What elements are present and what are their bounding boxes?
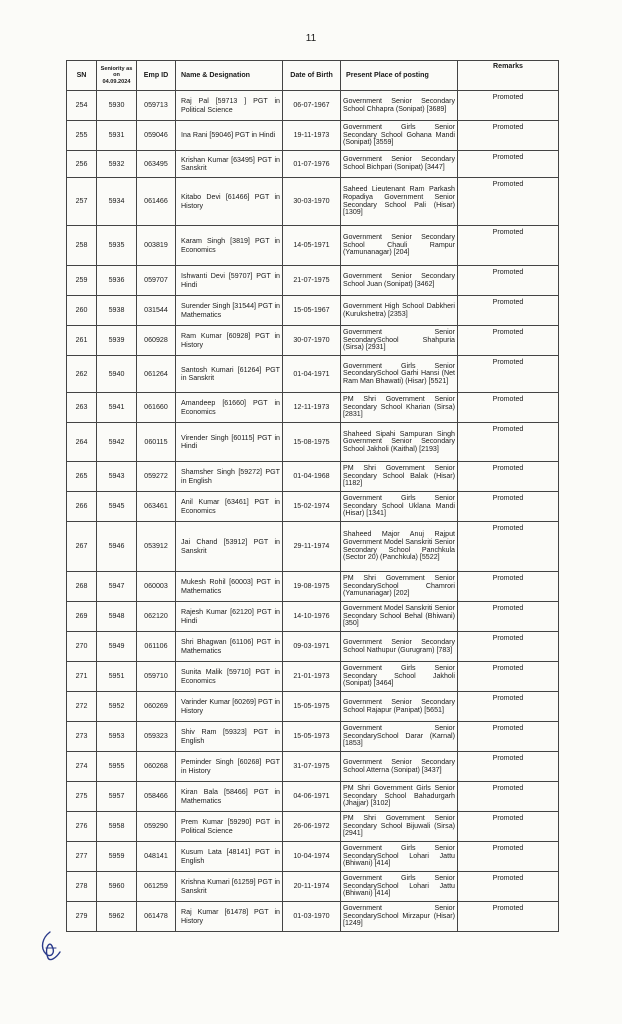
cell-place-of-posting: Government Senior Secondary School Chhapra (Sonipat) [3689]: [341, 91, 458, 121]
cell-remarks: Promoted: [458, 423, 559, 462]
cell-emp-id: 059707: [137, 266, 176, 296]
cell-remarks: Promoted: [458, 492, 559, 522]
cell-date-of-birth: 20-11-1974: [283, 872, 341, 902]
cell-remarks: Promoted: [458, 752, 559, 782]
cell-date-of-birth: 10-04-1974: [283, 842, 341, 872]
cell-remarks: Promoted: [458, 266, 559, 296]
table-row: [67, 266, 559, 296]
cell-remarks: Promoted: [458, 522, 559, 572]
cell-name-designation: Santosh Kumari [61264] PGT in Sanskrit: [176, 356, 283, 393]
table-row: [67, 872, 559, 902]
cell-place-of-posting: PM Shri Government Senior Secondary School Balak (Hisar) [1182]: [341, 462, 458, 492]
cell-date-of-birth: 19-11-1973: [283, 121, 341, 151]
cell-sn: 270: [67, 632, 97, 662]
cell-name-designation: Krishan Kumar [63495] PGT in Sanskrit: [176, 151, 283, 178]
cell-sn: 261: [67, 326, 97, 356]
cell-sn: 275: [67, 782, 97, 812]
cell-place-of-posting: Government Girls Senior SecondarySchool Lohari Jattu (Bhiwani) [414]: [341, 872, 458, 902]
cell-remarks: Promoted: [458, 692, 559, 722]
cell-emp-id: 003819: [137, 226, 176, 266]
cell-place-of-posting: PM Shri Government Senior SecondarySchool Chamrori (Yamunanagar) [202]: [341, 572, 458, 602]
cell-name-designation: Shamsher Singh [59272] PGT in English: [176, 462, 283, 492]
cell-seniority: 5947: [97, 572, 137, 602]
cell-date-of-birth: 15-02-1974: [283, 492, 341, 522]
cell-sn: 271: [67, 662, 97, 692]
table-row: [67, 356, 559, 393]
cell-seniority: 5951: [97, 662, 137, 692]
header-remarks: Remarks: [458, 61, 559, 91]
cell-sn: 259: [67, 266, 97, 296]
table-row: [67, 602, 559, 632]
cell-emp-id: 061478: [137, 902, 176, 932]
cell-name-designation: Jai Chand [53912] PGT in Sanskrit: [176, 522, 283, 572]
table-row: [67, 326, 559, 356]
cell-sn: 260: [67, 296, 97, 326]
cell-seniority: 5930: [97, 91, 137, 121]
cell-date-of-birth: 01-04-1968: [283, 462, 341, 492]
cell-emp-id: 060003: [137, 572, 176, 602]
table-row: [67, 492, 559, 522]
cell-remarks: Promoted: [458, 602, 559, 632]
cell-date-of-birth: 15-08-1975: [283, 423, 341, 462]
cell-sn: 254: [67, 91, 97, 121]
cell-seniority: 5959: [97, 842, 137, 872]
cell-place-of-posting: Government Senior Secondary School Chauli Rampur (Yamunanagar) [204]: [341, 226, 458, 266]
cell-date-of-birth: 01-04-1971: [283, 356, 341, 393]
cell-date-of-birth: 26-06-1972: [283, 812, 341, 842]
cell-name-designation: Kiran Bala [58466] PGT in Mathematics: [176, 782, 283, 812]
cell-remarks: Promoted: [458, 462, 559, 492]
table-row: [67, 423, 559, 462]
cell-emp-id: 061264: [137, 356, 176, 393]
cell-emp-id: 060115: [137, 423, 176, 462]
cell-name-designation: Ram Kumar [60928] PGT in History: [176, 326, 283, 356]
cell-emp-id: 053912: [137, 522, 176, 572]
cell-date-of-birth: 19-08-1975: [283, 572, 341, 602]
cell-emp-id: 059290: [137, 812, 176, 842]
header-place-of-posting: Present Place of posting: [341, 61, 458, 91]
cell-place-of-posting: PM Shri Government Senior Secondary School Kharian (Sirsa) [2831]: [341, 393, 458, 423]
cell-seniority: 5949: [97, 632, 137, 662]
seniority-table: [66, 60, 559, 932]
cell-remarks: Promoted: [458, 782, 559, 812]
cell-date-of-birth: 14-05-1971: [283, 226, 341, 266]
table-row: [67, 121, 559, 151]
table-row: [67, 812, 559, 842]
cell-seniority: 5960: [97, 872, 137, 902]
cell-emp-id: 063495: [137, 151, 176, 178]
cell-seniority: 5941: [97, 393, 137, 423]
cell-seniority: 5955: [97, 752, 137, 782]
cell-sn: 267: [67, 522, 97, 572]
cell-sn: 276: [67, 812, 97, 842]
cell-place-of-posting: Government Senior Secondary School Atterna (Sonipat) [3437]: [341, 752, 458, 782]
cell-date-of-birth: 21-01-1973: [283, 662, 341, 692]
cell-seniority: 5945: [97, 492, 137, 522]
cell-name-designation: Ina Rani [59046] PGT in Hindi: [176, 121, 283, 151]
cell-sn: 263: [67, 393, 97, 423]
cell-remarks: Promoted: [458, 226, 559, 266]
cell-name-designation: Kitabo Devi [61466] PGT in History: [176, 178, 283, 226]
cell-place-of-posting: Shaheed Sipahi Sampuran Singh Government Senior Secondary School Jakholi (Kaithal) [2193]: [341, 423, 458, 462]
cell-place-of-posting: PM Shri Government Senior Secondary School Bijuwali (Sirsa) [2941]: [341, 812, 458, 842]
table-row: [67, 722, 559, 752]
cell-date-of-birth: 30-03-1970: [283, 178, 341, 226]
table-header-row: [67, 61, 559, 91]
cell-sn: 279: [67, 902, 97, 932]
cell-sn: 266: [67, 492, 97, 522]
page-number: 11: [305, 33, 317, 44]
cell-date-of-birth: 01-03-1970: [283, 902, 341, 932]
table-row: [67, 902, 559, 932]
cell-date-of-birth: 15-05-1975: [283, 692, 341, 722]
cell-emp-id: 062120: [137, 602, 176, 632]
cell-place-of-posting: Government Girls Senior SecondarySchool Garhi Hansi (Net Ram Man Bhawati) (Hisar) [5521]: [341, 356, 458, 393]
cell-remarks: Promoted: [458, 393, 559, 423]
cell-date-of-birth: 15-05-1973: [283, 722, 341, 752]
cell-remarks: Promoted: [458, 121, 559, 151]
cell-seniority: 5940: [97, 356, 137, 393]
cell-date-of-birth: 29-11-1974: [283, 522, 341, 572]
table-row: [67, 393, 559, 423]
cell-remarks: Promoted: [458, 356, 559, 393]
cell-name-designation: Kusum Lata [48141] PGT in English: [176, 842, 283, 872]
table-row: [67, 632, 559, 662]
cell-emp-id: 061106: [137, 632, 176, 662]
cell-name-designation: Karam Singh [3819] PGT in Economics: [176, 226, 283, 266]
cell-place-of-posting: Government Senior Secondary School Bichpari (Sonipat) [3447]: [341, 151, 458, 178]
table-row: [67, 572, 559, 602]
table-row: [67, 296, 559, 326]
cell-sn: 262: [67, 356, 97, 393]
cell-seniority: 5962: [97, 902, 137, 932]
cell-name-designation: Amandeep [61660] PGT in Economics: [176, 393, 283, 423]
cell-remarks: Promoted: [458, 151, 559, 178]
cell-date-of-birth: 15-05-1967: [283, 296, 341, 326]
cell-place-of-posting: Government Girls Senior Secondary School Uklana Mandi (Hisar) [1341]: [341, 492, 458, 522]
cell-place-of-posting: Government Senior Secondary School Juan (Sonipat) [3462]: [341, 266, 458, 296]
cell-sn: 264: [67, 423, 97, 462]
cell-sn: 256: [67, 151, 97, 178]
cell-emp-id: 060269: [137, 692, 176, 722]
table-row: [67, 91, 559, 121]
cell-sn: 258: [67, 226, 97, 266]
cell-date-of-birth: 30-07-1970: [283, 326, 341, 356]
cell-remarks: Promoted: [458, 662, 559, 692]
table-row: [67, 151, 559, 178]
cell-remarks: Promoted: [458, 572, 559, 602]
cell-date-of-birth: 09-03-1971: [283, 632, 341, 662]
table-row: [67, 782, 559, 812]
cell-name-designation: Anil Kumar [63461] PGT in Economics: [176, 492, 283, 522]
cell-remarks: Promoted: [458, 91, 559, 121]
cell-place-of-posting: Government Girls Senior SecondarySchool Lohari Jattu (Bhiwani) [414]: [341, 842, 458, 872]
cell-emp-id: 059272: [137, 462, 176, 492]
cell-place-of-posting: Shaheed Major Anuj Rajput Government Model Sanskriti Senior Secondary School Panchkula (Sector 20) (Panchkula) [5522]: [341, 522, 458, 572]
cell-name-designation: Prem Kumar [59290] PGT in Political Science: [176, 812, 283, 842]
table-row: [67, 752, 559, 782]
cell-emp-id: 061466: [137, 178, 176, 226]
cell-seniority: 5952: [97, 692, 137, 722]
cell-sn: 265: [67, 462, 97, 492]
cell-place-of-posting: Government Senior Secondary School Rajapur (Panipat) [5651]: [341, 692, 458, 722]
cell-name-designation: Raj Kumar [61478] PGT in History: [176, 902, 283, 932]
table-row: [67, 226, 559, 266]
cell-remarks: Promoted: [458, 178, 559, 226]
cell-place-of-posting: Government Senior Secondary School Nathupur (Gurugram) [783]: [341, 632, 458, 662]
cell-date-of-birth: 14-10-1976: [283, 602, 341, 632]
cell-place-of-posting: Government Girls Senior Secondary School Jakholi (Sonipat) [3464]: [341, 662, 458, 692]
cell-remarks: Promoted: [458, 842, 559, 872]
cell-seniority: 5931: [97, 121, 137, 151]
table-row: [67, 692, 559, 722]
cell-emp-id: 061259: [137, 872, 176, 902]
cell-sn: 257: [67, 178, 97, 226]
cell-date-of-birth: 31-07-1975: [283, 752, 341, 782]
cell-sn: 278: [67, 872, 97, 902]
cell-date-of-birth: 06-07-1967: [283, 91, 341, 121]
cell-seniority: 5958: [97, 812, 137, 842]
cell-remarks: Promoted: [458, 632, 559, 662]
cell-seniority: 5946: [97, 522, 137, 572]
cell-remarks: Promoted: [458, 902, 559, 932]
cell-name-designation: Virender Singh [60115] PGT in Hindi: [176, 423, 283, 462]
cell-emp-id: 031544: [137, 296, 176, 326]
cell-place-of-posting: Government Senior SecondarySchool Shahpuria (Sirsa) [2931]: [341, 326, 458, 356]
table-row: [67, 842, 559, 872]
cell-remarks: Promoted: [458, 722, 559, 752]
header-seniority: Seniority as on 04.09.2024: [97, 61, 137, 91]
cell-place-of-posting: Government Model Sanskriti Senior Secondary School Behal (Bhiwani) [350]: [341, 602, 458, 632]
cell-sn: 255: [67, 121, 97, 151]
cell-seniority: 5932: [97, 151, 137, 178]
cell-emp-id: 061660: [137, 393, 176, 423]
cell-name-designation: Varinder Kumar [60269] PGT in History: [176, 692, 283, 722]
cell-date-of-birth: 04-06-1971: [283, 782, 341, 812]
header-date-of-birth: Date of Birth: [283, 61, 341, 91]
cell-emp-id: 060928: [137, 326, 176, 356]
cell-emp-id: 059046: [137, 121, 176, 151]
cell-place-of-posting: Government Senior SecondarySchool Mirzapur (Hisar) [1249]: [341, 902, 458, 932]
cell-seniority: 5948: [97, 602, 137, 632]
cell-seniority: 5939: [97, 326, 137, 356]
cell-name-designation: Krishna Kumari [61259] PGT in Sanskrit: [176, 872, 283, 902]
cell-seniority: 5936: [97, 266, 137, 296]
cell-seniority: 5935: [97, 226, 137, 266]
header-sn: SN: [67, 61, 97, 91]
cell-date-of-birth: 01-07-1976: [283, 151, 341, 178]
cell-emp-id: 059710: [137, 662, 176, 692]
cell-sn: 268: [67, 572, 97, 602]
cell-emp-id: 059323: [137, 722, 176, 752]
cell-place-of-posting: Government Girls Senior Secondary School Gohana Mandi (Sonipat) [3559]: [341, 121, 458, 151]
cell-name-designation: Rajesh Kumar [62120] PGT in Hindi: [176, 602, 283, 632]
header-name-designation: Name & Designation: [176, 61, 283, 91]
cell-name-designation: Ishwanti Devi [59707] PGT in Hindi: [176, 266, 283, 296]
cell-sn: 277: [67, 842, 97, 872]
cell-seniority: 5953: [97, 722, 137, 752]
cell-seniority: 5943: [97, 462, 137, 492]
cell-remarks: Promoted: [458, 326, 559, 356]
cell-remarks: Promoted: [458, 872, 559, 902]
table-row: [67, 462, 559, 492]
cell-sn: 274: [67, 752, 97, 782]
cell-emp-id: 060268: [137, 752, 176, 782]
cell-name-designation: Mukesh Rohil [60003] PGT in Mathematics: [176, 572, 283, 602]
table-row: [67, 178, 559, 226]
header-emp-id: Emp ID: [137, 61, 176, 91]
table-row: [67, 662, 559, 692]
cell-seniority: 5934: [97, 178, 137, 226]
cell-seniority: 5957: [97, 782, 137, 812]
cell-emp-id: 063461: [137, 492, 176, 522]
cell-seniority: 5938: [97, 296, 137, 326]
cell-seniority: 5942: [97, 423, 137, 462]
cell-sn: 273: [67, 722, 97, 752]
cell-place-of-posting: PM Shri Government Girls Senior Secondary School Bahadurgarh (Jhajjar) [3102]: [341, 782, 458, 812]
cell-sn: 272: [67, 692, 97, 722]
cell-remarks: Promoted: [458, 296, 559, 326]
cell-emp-id: 059713: [137, 91, 176, 121]
cell-emp-id: 058466: [137, 782, 176, 812]
table-body: [67, 91, 559, 932]
cell-place-of-posting: Saheed Lieutenant Ram Parkash Ropadiya Government Senior Secondary School Pali (Hisar) [1309]: [341, 178, 458, 226]
cell-name-designation: Sunita Malik [59710] PGT in Economics: [176, 662, 283, 692]
signature-mark: [36, 928, 66, 964]
cell-date-of-birth: 21-07-1975: [283, 266, 341, 296]
cell-name-designation: Peminder Singh [60268] PGT in History: [176, 752, 283, 782]
cell-name-designation: Surender Singh [31544] PGT in Mathematics: [176, 296, 283, 326]
cell-place-of-posting: Government High School Dabkheri (Kurukshetra) [2353]: [341, 296, 458, 326]
cell-name-designation: Shri Bhagwan [61106] PGT in Mathematics: [176, 632, 283, 662]
cell-sn: 269: [67, 602, 97, 632]
cell-name-designation: Raj Pal [59713 ] PGT in Political Science: [176, 91, 283, 121]
cell-date-of-birth: 12-11-1973: [283, 393, 341, 423]
cell-emp-id: 048141: [137, 842, 176, 872]
cell-name-designation: Shiv Ram [59323] PGT in English: [176, 722, 283, 752]
cell-place-of-posting: Government Senior SecondarySchool Darar (Karnal) [1853]: [341, 722, 458, 752]
cell-remarks: Promoted: [458, 812, 559, 842]
table-row: [67, 522, 559, 572]
